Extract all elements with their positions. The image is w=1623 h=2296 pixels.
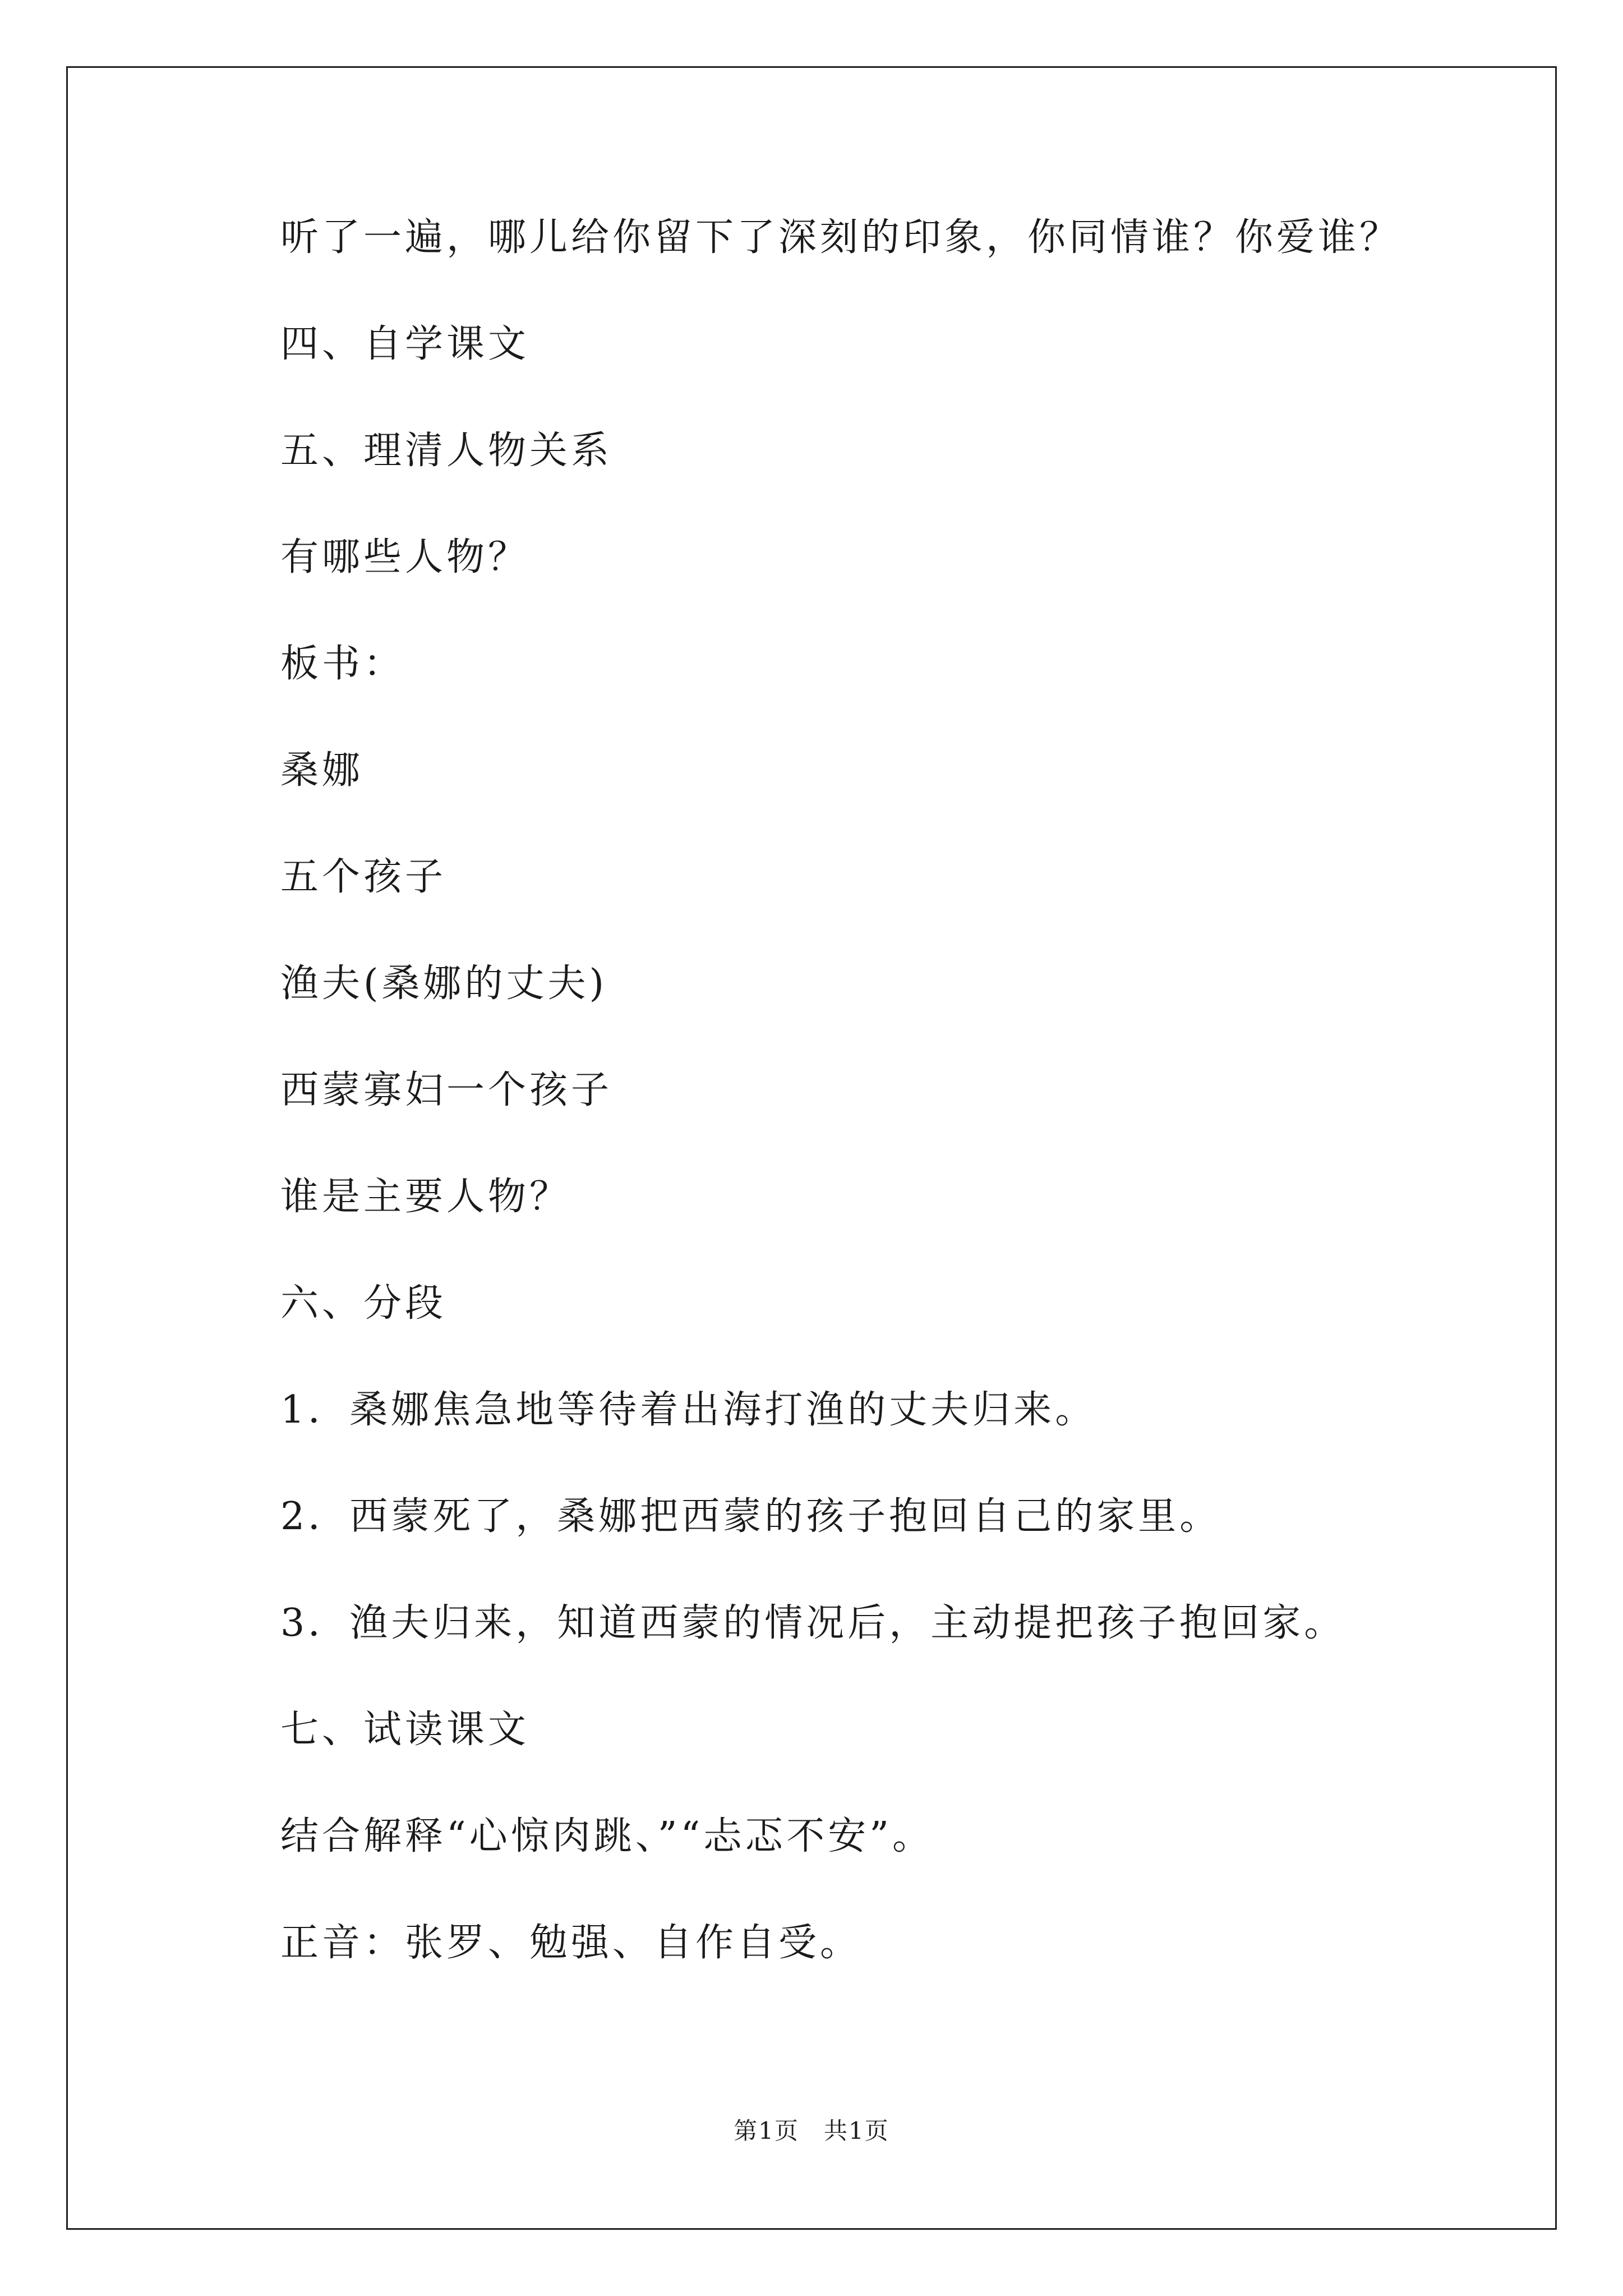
- text-line: 有哪些人物？: [280, 535, 530, 579]
- list-item: 1．桑娜焦急地等待着出海打渔的丈夫归来。: [280, 1388, 1097, 1432]
- text-line: 桑娜: [280, 748, 364, 793]
- list-item: 3．渔夫归来，知道西蒙的情况后，主动提把孩子抱回家。: [280, 1601, 1346, 1645]
- text-line: 渔夫(桑娜的丈夫): [280, 961, 608, 1006]
- text-line: 板书：: [280, 642, 405, 686]
- text-line: 正音：张罗、勉强、自作自受。: [280, 1921, 862, 1965]
- page-number-footer: 第1页 共1页: [734, 2117, 889, 2145]
- document-body: [280, 215, 1458, 2031]
- section-heading: 七、试读课文: [280, 1708, 530, 1752]
- list-item: 2．西蒙死了，桑娜把西蒙的孩子抱回自己的家里。: [280, 1494, 1221, 1539]
- text-line: 西蒙寡妇一个孩子: [280, 1068, 613, 1112]
- text-line: 结合解释“心惊肉跳、”“忐忑不安”。: [280, 1814, 934, 1858]
- text-line: 五个孩子: [280, 855, 447, 899]
- section-heading: 六、分段: [280, 1281, 447, 1326]
- text-line: 听了一遍，哪儿给你留下了深刻的印象，你同情谁？你爱谁？: [280, 215, 1401, 260]
- section-heading: 五、理清人物关系: [280, 429, 613, 473]
- text-line: 谁是主要人物？: [280, 1175, 571, 1219]
- section-heading: 四、自学课文: [280, 322, 530, 366]
